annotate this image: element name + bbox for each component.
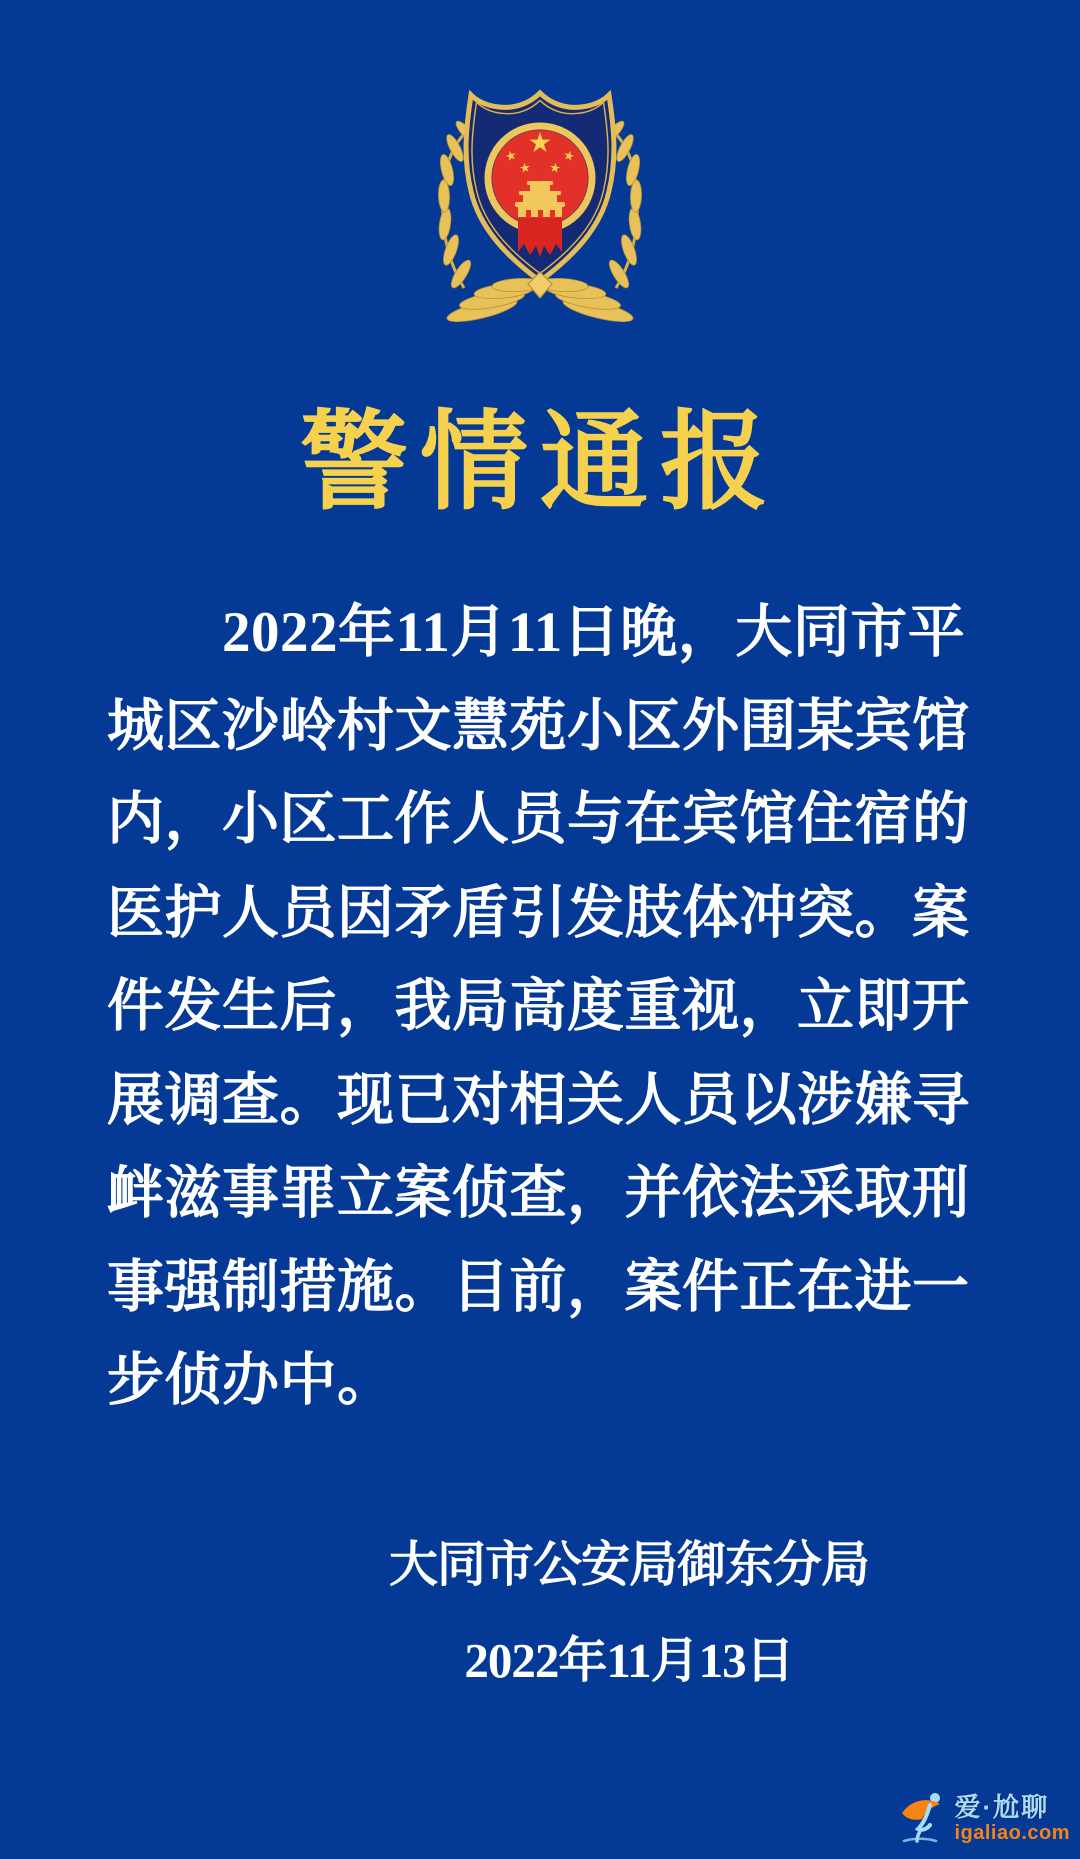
body-line: 事强制措施。目前，案件正在进一: [107, 1255, 970, 1319]
body-line: 展调查。现已对相关人员以涉嫌寻: [107, 1068, 970, 1132]
notice-body: [107, 586, 973, 1428]
body-line: 2022年11月11日晚，大同市平: [107, 601, 966, 664]
notice-title: 警情通报: [299, 404, 780, 523]
issuing-agency: 大同市公安局御东分局: [388, 1537, 869, 1592]
watermark-domain: igaliao.com: [954, 1821, 1070, 1844]
body-line: 医护人员因矛盾引发肢体冲突。案: [107, 881, 970, 945]
badge-wings: [445, 272, 635, 326]
body-line: 衅滋事罪立案侦查，并依法采取刑: [107, 1162, 970, 1225]
body-line: 城区沙岭村文慧苑小区外围某宾馆: [107, 694, 970, 758]
body-line: 内，小区工作人员与在宾馆住宿的: [107, 788, 970, 851]
signature-block: [349, 1517, 909, 1709]
police-badge-icon: [430, 86, 650, 334]
watermark-brand: 爱·尬聊: [954, 1791, 1050, 1822]
issue-date: 2022年11月13日: [464, 1633, 794, 1688]
body-line: 件发生后，我局高度重视，立即开: [107, 975, 970, 1038]
watermark: [900, 1791, 1070, 1845]
watermark-logo-icon: [900, 1791, 950, 1845]
body-line: 步侦办中。: [107, 1349, 395, 1412]
